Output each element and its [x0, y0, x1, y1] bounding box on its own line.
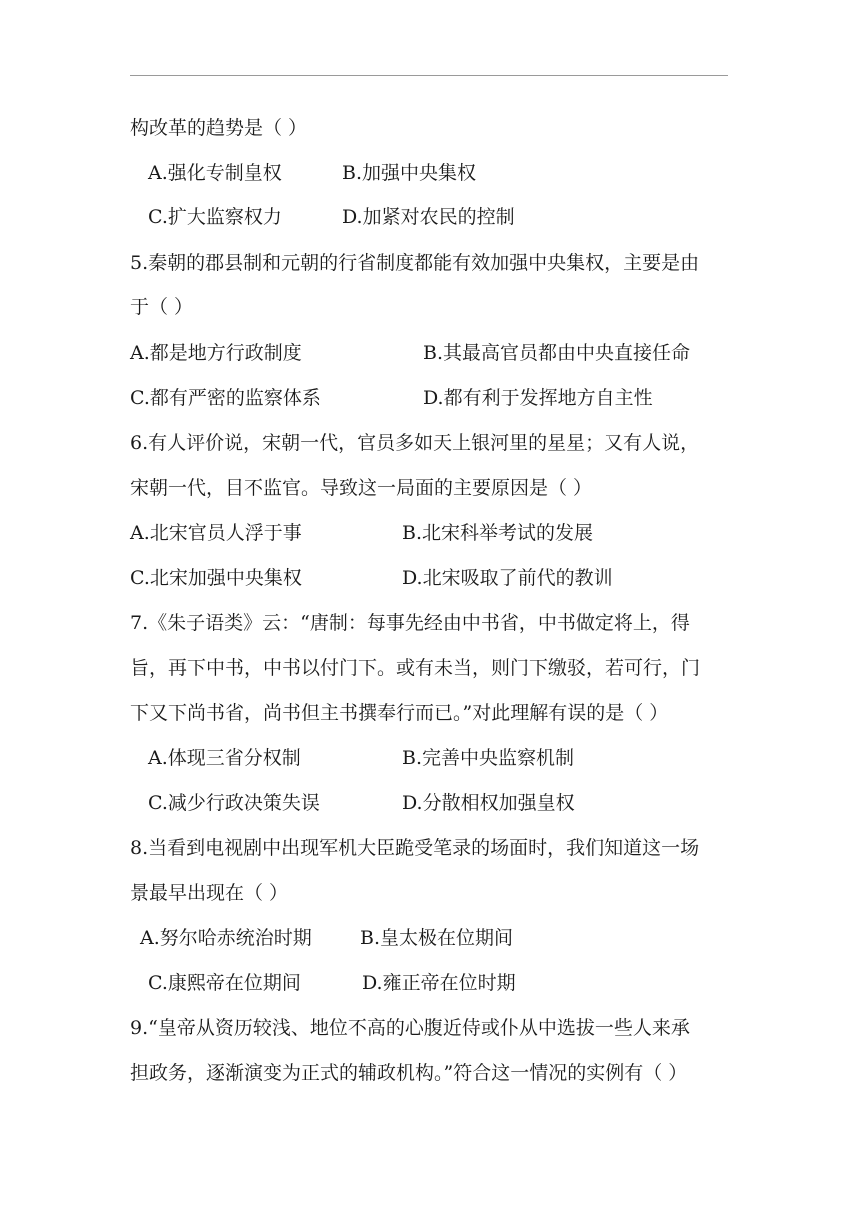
q5-option-c: C.都有严密的监察体系	[130, 387, 321, 409]
q5-option-a: A.都是地方行政制度	[130, 342, 302, 364]
q4-option-c: C.扩大监察权力	[148, 206, 282, 228]
q8-option-a: A.努尔哈赤统治时期	[140, 927, 312, 949]
q8-option-b: B.皇太极在位期间	[360, 927, 514, 949]
q7-option-d: D.分散相权加强皇权	[402, 792, 575, 814]
q9-stem-line-1: 9.“皇帝从资历较浅、地位不高的心腹近侍或仆从中选拔一些人来承	[130, 1017, 690, 1039]
q7-option-c: C.减少行政决策失误	[148, 792, 320, 814]
q4-option-d: D.加紧对农民的控制	[342, 206, 515, 228]
q9-stem-line-2: 担政务，逐渐演变为正式的辅政机构。”符合这一情况的实例有（ ）	[130, 1062, 688, 1084]
q4-stem: 构改革的趋势是（ ）	[130, 117, 308, 139]
q5-stem-line-2: 于（ ）	[130, 296, 194, 318]
q7-option-a: A.体现三省分权制	[148, 747, 301, 769]
q5-option-d: D.都有利于发挥地方自主性	[423, 387, 653, 409]
q4-option-b: B.加强中央集权	[342, 162, 477, 184]
q5-stem-line-1: 5.秦朝的郡县制和元朝的行省制度都能有效加强中央集权，主要是由	[130, 252, 700, 274]
q6-option-b: B.北宋科举考试的发展	[402, 522, 594, 544]
q6-option-a: A.北宋官员人浮于事	[130, 522, 302, 544]
q7-stem-line-2: 旨，再下中书，中书以付门下。或有未当，则门下缴驳，若可行，门	[130, 657, 701, 679]
q8-option-c: C.康熙帝在位期间	[148, 972, 301, 994]
q5-option-b: B.其最高官员都由中央直接任命	[423, 342, 691, 364]
q8-stem-line-2: 景最早出现在（ ）	[130, 882, 289, 904]
q8-option-d: D.雍正帝在位时期	[362, 972, 516, 994]
q6-option-c: C.北宋加强中央集权	[130, 567, 302, 589]
header-rule	[130, 75, 728, 76]
q8-stem-line-1: 8.当看到电视剧中出现军机大臣跪受笔录的场面时，我们知道这一场	[130, 837, 700, 859]
q6-stem-line-2: 宋朝一代，目不监官。导致这一局面的主要原因是（ ）	[130, 477, 593, 499]
q4-option-a: A.强化专制皇权	[148, 162, 282, 184]
q6-stem-line-1: 6.有人评价说，宋朝一代，官员多如天上银河里的星星；又有人说，	[130, 432, 700, 454]
q6-option-d: D.北宋吸取了前代的教训	[402, 567, 613, 589]
q7-stem-line-1: 7.《朱子语类》云：“唐制：每事先经由中书省，中书做定将上，得	[130, 612, 690, 634]
q7-option-b: B.完善中央监察机制	[402, 747, 575, 769]
q7-stem-line-3: 下又下尚书省，尚书但主书撰奉行而已。”对此理解有误的是（ ）	[130, 702, 669, 724]
